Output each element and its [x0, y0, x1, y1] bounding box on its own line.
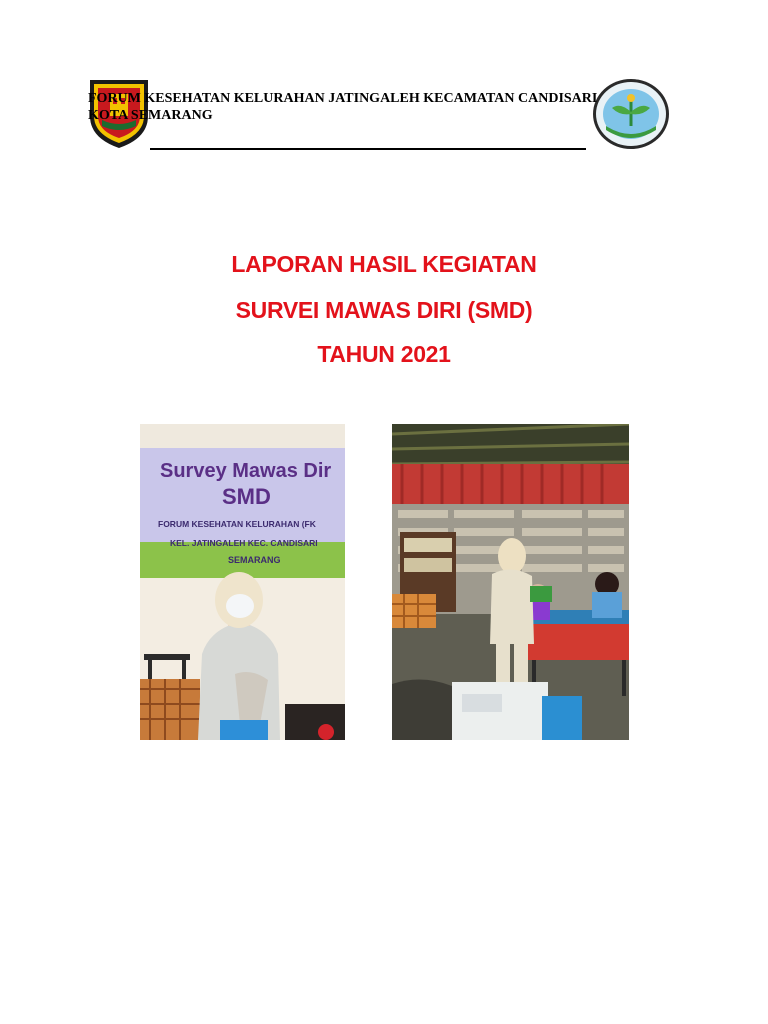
report-title-line-1: LAPORAN HASIL KEGIATAN — [231, 251, 537, 277]
forum-header — [88, 90, 648, 124]
report-title-line-3: TAHUN 2021 — [317, 341, 451, 367]
banner-smd: SMD — [222, 484, 271, 509]
banner-line-1: FORUM KESEHATAN KELURAHAN (FK — [158, 519, 316, 529]
activity-photo-library — [392, 424, 629, 740]
banner-title: Survey Mawas Dir — [160, 460, 332, 482]
banner-line-2: KEL. JATINGALEH KEC. CANDISARI — [170, 538, 318, 548]
header-line-1: FORUM KESEHATAN KELURAHAN JATINGALEH KECAMATAN CANDISARI — [88, 91, 598, 106]
header-divider — [150, 148, 586, 150]
report-title-line-2: SURVEI MAWAS DIRI (SMD) — [235, 297, 533, 323]
banner-line-3: SEMARANG — [228, 555, 281, 565]
header-line-2: KOTA SEMARANG — [88, 108, 213, 123]
activity-photo-banner — [140, 424, 345, 740]
